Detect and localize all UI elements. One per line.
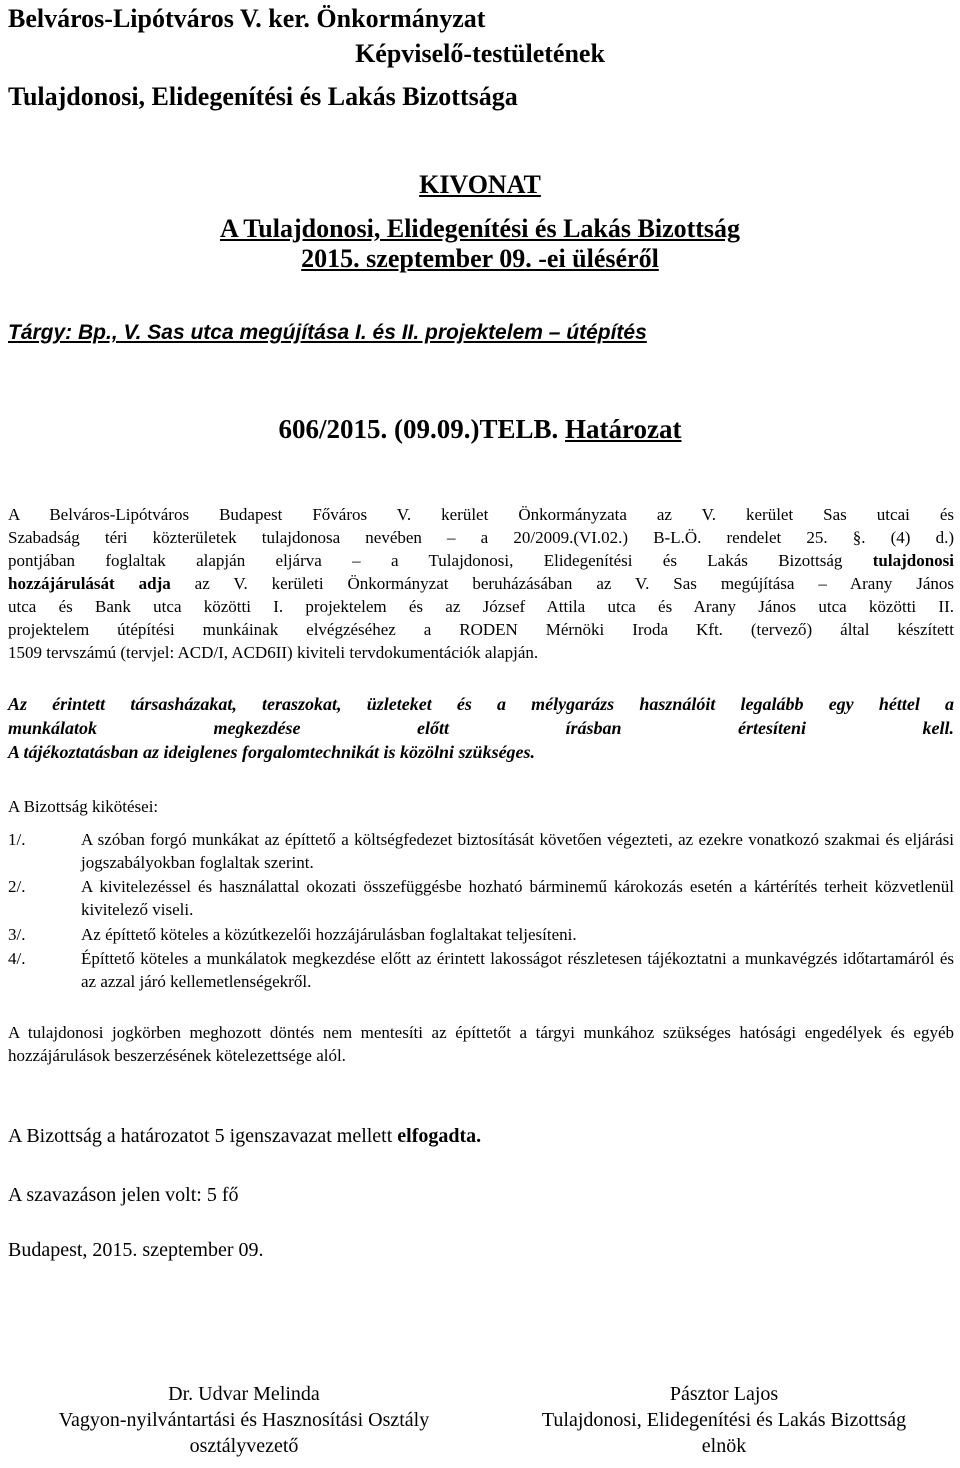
signatory-role: osztályvezető — [189, 1435, 299, 1457]
condition-number: 3/. — [8, 925, 26, 944]
signatory-name: Dr. Udvar Melinda — [168, 1383, 320, 1405]
notice-line: Az érintett társasházakat, teraszokat, üzleteket és a mélygarázs használóit legalább egy héttel a — [8, 694, 954, 714]
resolution-id: 606/2015. (09.09.)TELB. — [278, 414, 559, 444]
condition-text: A kivitelezéssel és használattal okozati összefüggésbe hozható bárminemű károkozás esetén a kártérítés terheit közvetlenül kivitelező viseli. — [81, 877, 954, 919]
vote-outcome: elfogadta. — [397, 1125, 482, 1147]
committee-name: A Tulajdonosi, Elidegenítési és Lakás Bizottság — [219, 214, 741, 243]
notice-block — [8, 692, 954, 764]
body-bold-text: tulajdonosi — [872, 551, 955, 570]
signatory-title: Tulajdonosi, Elidegenítési és Lakás Bizottság — [541, 1409, 907, 1431]
signatory-role: elnök — [701, 1435, 747, 1457]
document-type: KIVONAT — [419, 170, 541, 199]
vote-text: A Bizottság a határozatot 5 igenszavazat mellett — [8, 1125, 393, 1147]
signature-right — [488, 1381, 960, 1459]
resolution-number — [0, 413, 960, 445]
body-line — [8, 572, 954, 595]
header-line-1: Belváros-Lipótváros V. ker. Önkormányzat — [8, 4, 486, 33]
conditions-heading: A Bizottság kikötései: — [8, 797, 159, 816]
body-line: utca és Bank utca közötti I. projektelem és az József Attila utca és Arany János utca közötti II. — [8, 597, 954, 616]
body-line: 1509 tervszámú (tervjel: ACD/I, ACD6II) kiviteli tervdokumentációk alapján. — [8, 643, 539, 662]
body-text: az V. kerületi Önkormányzat beruházásában az V. Sas megújítása – Arany János — [194, 574, 955, 593]
body-line: Szabadság téri közterületek tulajdonosa nevében – a 20/2009.(VI.02.) B-L.Ö. rendelet 25. §. (4) d.) — [8, 528, 954, 547]
body-line — [8, 549, 954, 572]
body-line: projektelem útépítési munkáinak elvégzéséhez a RODEN Mérnöki Iroda Kft. (tervező) által készített — [8, 620, 954, 639]
header-line-3: Tulajdonosi, Elidegenítési és Lakás Bizottsága — [8, 82, 518, 111]
resolution-body — [8, 503, 954, 664]
attendance: A szavazáson jelen volt: 5 fő — [8, 1184, 239, 1206]
body-line: A Belváros-Lipótváros Budapest Főváros V. kerület Önkormányzata az V. kerület Sas utcai és — [8, 505, 954, 524]
body-bold-text: hozzájárulását adja — [8, 574, 171, 593]
condition-text: Építtető köteles a munkálatok megkezdése előtt az érintett lakosságot részletesen tájékoztatni a munkavégzés időtartamáról és az azzal járó kellemetlenségekről. — [81, 949, 954, 991]
meeting-date: 2015. szeptember 09. -ei üléséről — [301, 244, 659, 273]
subject-line: Tárgy: Bp., V. Sas utca megújítása I. és II. projektelem – útépítés — [8, 321, 647, 344]
resolution-word: Határozat — [565, 414, 682, 444]
disclaimer: A tulajdonosi jogkörben meghozott döntés nem mentesíti az építtetőt a tárgyi munkához szükséges hatósági engedélyek és egyéb hozzájárulások beszerzésének kötelezettsége alól. — [8, 1023, 954, 1065]
signature-left — [0, 1381, 488, 1459]
body-text: pontjában foglaltak alapján eljárva – a Tulajdonosi, Elidegenítési és Lakás Bizottság — [8, 551, 843, 570]
vote-result — [8, 1123, 481, 1149]
condition-text: A szóban forgó munkákat az építtető a költségfedezet biztosítását követően végezteti, az ezekre vonatkozó szakmai és eljárási jogszabályokban foglaltak szerint. — [81, 830, 954, 872]
notice-line: A tájékoztatásban az ideiglenes forgalomtechnikát is közölni szükséges. — [8, 742, 536, 762]
place-date: Budapest, 2015. szeptember 09. — [8, 1239, 264, 1261]
condition-number: 2/. — [8, 877, 26, 896]
signatory-title: Vagyon-nyilvántartási és Hasznosítási Osztály — [58, 1409, 430, 1431]
condition-text: Az építtető köteles a közútkezelői hozzájárulásban foglaltakat teljesíteni. — [81, 925, 577, 944]
condition-number: 4/. — [8, 949, 26, 968]
header-line-2: Képviselő-testületének — [355, 39, 605, 68]
condition-number: 1/. — [8, 830, 26, 849]
title-block — [0, 170, 960, 274]
signatory-name: Pásztor Lajos — [669, 1383, 779, 1405]
notice-line: munkálatok megkezdése előtt írásban értesíteni kell. — [8, 718, 954, 738]
